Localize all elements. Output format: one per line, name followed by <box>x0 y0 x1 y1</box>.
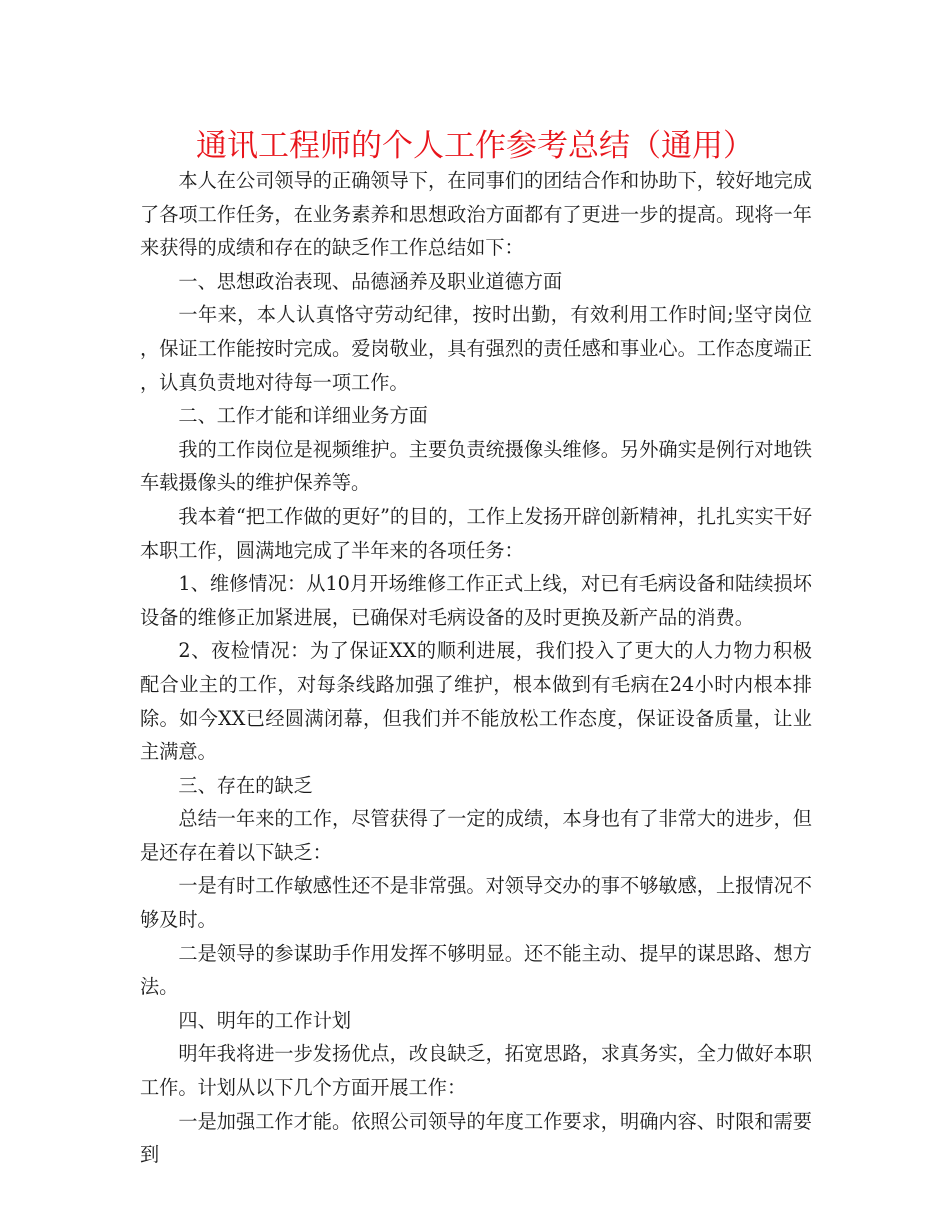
list-item: 2、夜检情况：为了保证XX的顺利进展，我们投入了更大的人力物力积极配合业主的工作，对每条线路加强了维护，根本做到有毛病在24小时内根本排除。如今XX已经圆满闭幕，但我们并不能放松工作态度，保证设备质量，让业主满意。 <box>140 639 812 764</box>
body-paragraph: 一年来，本人认真恪守劳动纪律，按时出勤，有效利用工作时间;坚守岗位，保证工作能按时完成。爱岗敬业，具有强烈的责任感和事业心。工作态度端正，认真负责地对待每一项工作。 <box>140 303 812 394</box>
intro-paragraph: 本人在公司领导的正确领导下，在同事们的团结合作和协助下，较好地完成了各项工作任务，在业务素养和思想政治方面都有了更进一步的提高。现将一年来获得的成绩和存在的缺乏作工作总结如下： <box>140 169 812 260</box>
list-item: 一是加强工作才能。依照公司领导的年度工作要求，明确内容、时限和需要到 <box>140 1109 812 1167</box>
list-item: 二是领导的参谋助手作用发挥不够明显。还不能主动、提早的谋思路、想方法。 <box>140 941 812 999</box>
list-item: 一是有时工作敏感性还不是非常强。对领导交办的事不够敏感，上报情况不够及时。 <box>140 874 812 932</box>
list-item: 1、维修情况：从10月开场维修工作正式上线，对已有毛病设备和陆续损坏设备的维修正加紧进展，已确保对毛病设备的及时更换及新产品的消费。 <box>140 572 812 629</box>
body-paragraph: 明年我将进一步发扬优点，改良缺乏，拓宽思路，求真务实，全力做好本职工作。计划从以下几个方面开展工作： <box>140 1042 812 1100</box>
section-heading-2: 二、工作才能和详细业务方面 <box>178 404 428 428</box>
document-body <box>140 164 812 1172</box>
section-heading-3: 三、存在的缺乏 <box>178 773 313 797</box>
document-title: 通讯工程师的个人工作参考总结（通用） <box>196 128 754 164</box>
section-heading-1: 一、思想政治表现、品德涵养及职业道德方面 <box>178 269 563 293</box>
body-paragraph: 我的工作岗位是视频维护。主要负责统摄像头维修。另外确实是例行对地铁车载摄像头的维护保养等。 <box>140 437 812 495</box>
section-heading-4: 四、明年的工作计划 <box>178 1008 352 1032</box>
body-paragraph: 我本着“把工作做的更好”的目的，工作上发扬开辟创新精神，扎扎实实干好本职工作，圆满地完成了半年来的各项任务： <box>140 504 813 562</box>
body-paragraph: 总结一年来的工作，尽管获得了一定的成绩，本身也有了非常大的进步，但是还存在着以下缺乏： <box>140 807 812 864</box>
